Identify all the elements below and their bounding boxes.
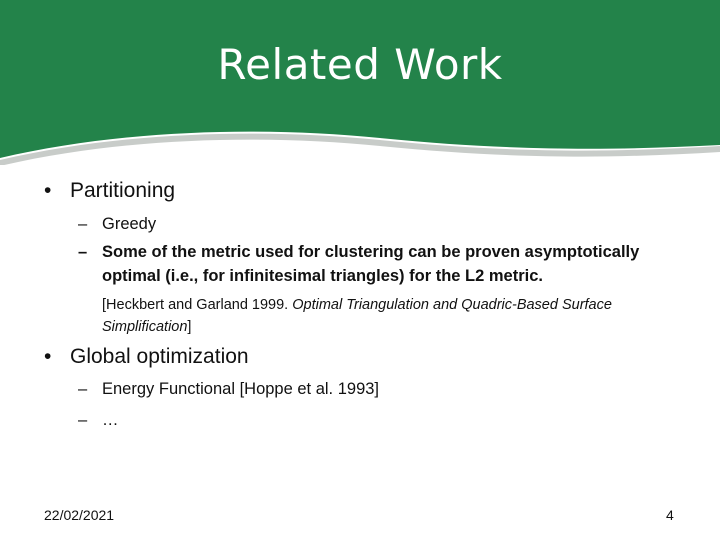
- reference-close: ]: [187, 319, 192, 335]
- subitem-text: …: [102, 411, 119, 429]
- bullet-text: Partitioning: [70, 179, 176, 202]
- dash-icon: –: [78, 380, 88, 398]
- subitem-text: Greedy: [102, 215, 157, 233]
- slide-date: 22/02/2021: [44, 507, 115, 523]
- dash-icon: –: [78, 411, 88, 429]
- reference-citation: [102, 294, 662, 338]
- bullet-text: Global optimization: [70, 345, 249, 368]
- page-number: 4: [666, 507, 674, 523]
- dash-icon: –: [78, 243, 88, 261]
- reference-title: Optimal Triangulation and Quadric-Based Surface Simplification: [102, 297, 612, 335]
- bullet-icon: •: [44, 345, 52, 368]
- bullet-icon: •: [44, 179, 52, 202]
- slide-title: Related Work: [217, 40, 503, 89]
- subitem-text: Some of the metric used for clustering can be proven asymptotically optimal (i.e., for infinitesimal triangles) for the L2 metric.: [102, 243, 640, 285]
- dash-icon: –: [78, 215, 88, 233]
- reference-open: [Heckbert and Garland 1999.: [102, 297, 293, 313]
- subitem-text: Energy Functional [Hoppe et al. 1993]: [102, 380, 380, 398]
